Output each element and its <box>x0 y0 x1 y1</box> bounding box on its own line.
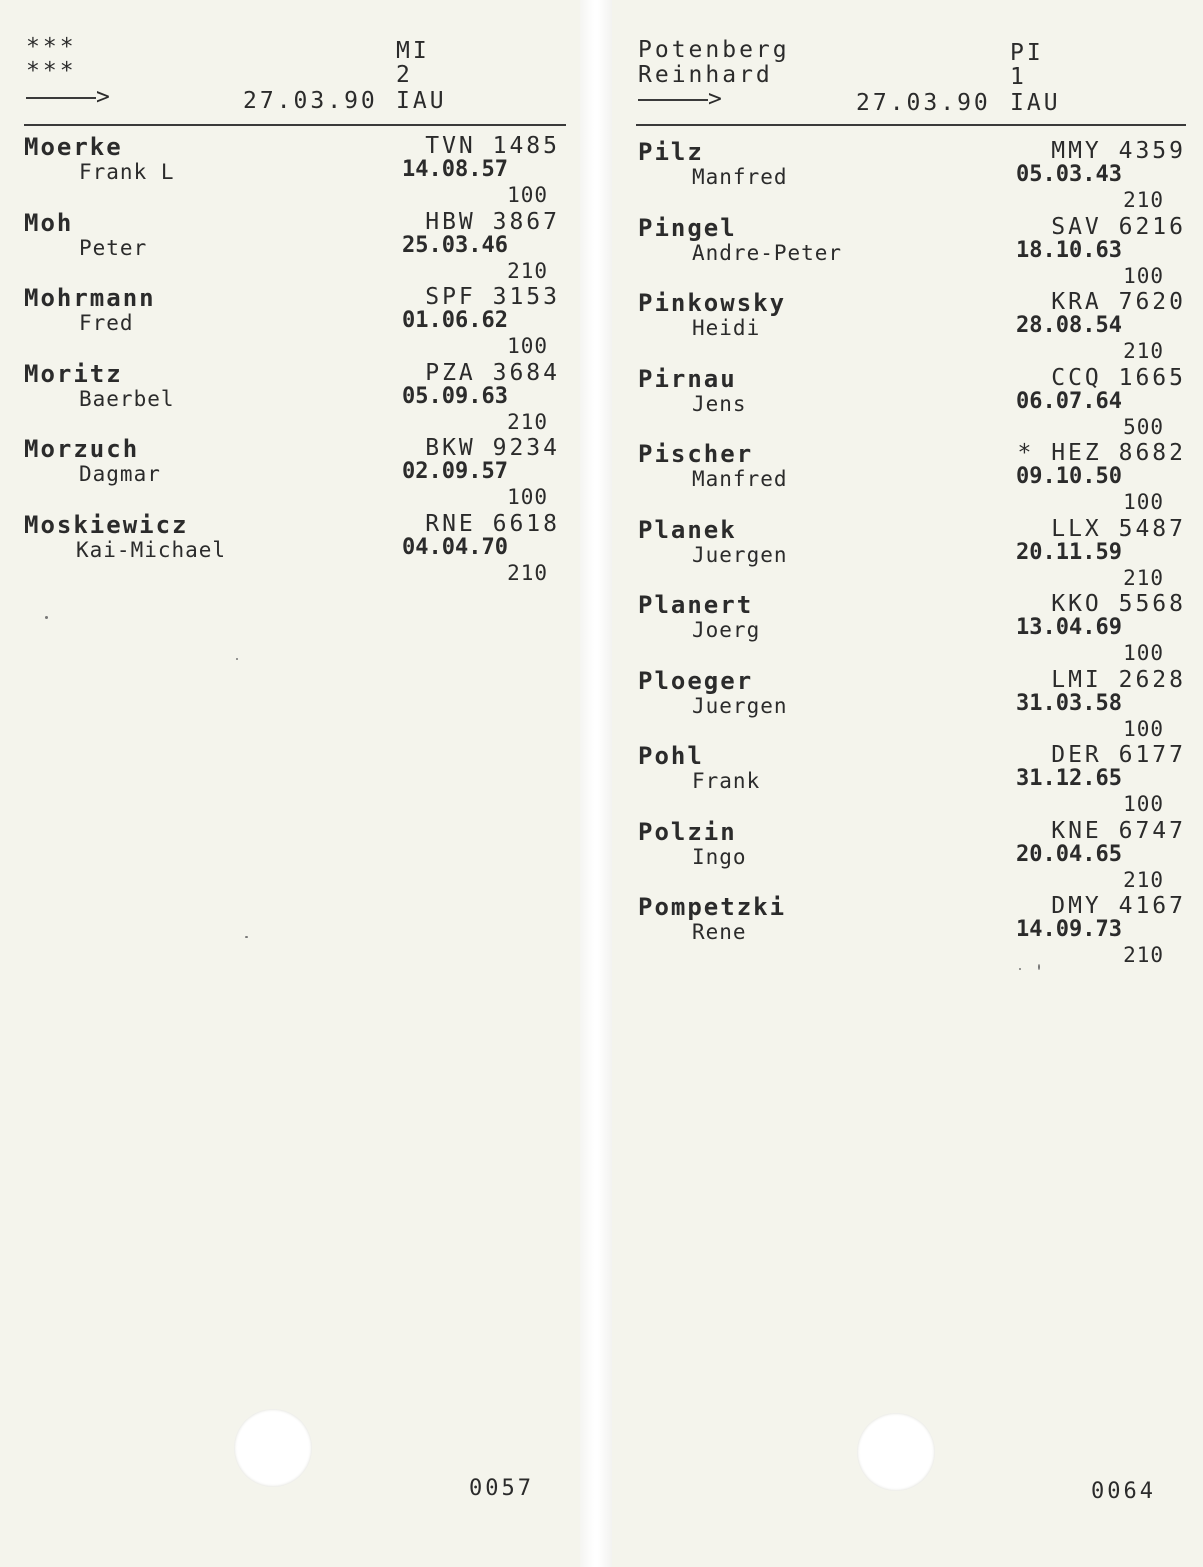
entry-given-name: Frank L <box>79 160 175 184</box>
entry-code: HBW 3867 <box>425 208 560 235</box>
entry-date: 09.10.50 <box>1016 464 1122 489</box>
entry-given-name: Peter <box>79 235 148 260</box>
header-code3: IAU <box>396 88 447 114</box>
header-code2: 1 <box>1010 64 1027 90</box>
list-item <box>638 364 1186 441</box>
entry-date: 05.03.43 <box>1016 162 1122 187</box>
index-card-right <box>612 0 1203 1567</box>
entry-number: 100 <box>507 485 548 509</box>
entry-surname: Planert <box>638 591 754 619</box>
entry-code: BKW 9234 <box>425 435 560 461</box>
arrow-head: > <box>96 84 110 110</box>
entry-surname: Polzin <box>638 817 737 846</box>
entry-code: KKO 5568 <box>1051 591 1186 617</box>
card-number: 0064 <box>1091 1479 1156 1504</box>
header-code1: MI <box>396 38 430 64</box>
entry-date: 25.03.46 <box>402 232 508 258</box>
entry-number: 210 <box>1123 867 1164 892</box>
arrow-shaft <box>26 97 96 99</box>
list-item <box>638 817 1186 894</box>
entry-date: 01.06.62 <box>402 308 508 333</box>
entry-code: TVN 1485 <box>425 133 560 159</box>
header-line2-left: Reinhard <box>638 62 773 88</box>
entry-surname: Pingel <box>638 213 737 242</box>
paper-speck <box>245 936 248 938</box>
entry-surname: Ploeger <box>638 666 754 695</box>
entry-number: 100 <box>1123 792 1164 816</box>
entry-number: 210 <box>1123 339 1164 363</box>
entry-code: CCQ 1665 <box>1051 364 1186 391</box>
entry-code: SPF 3153 <box>425 284 560 310</box>
card-number: 0057 <box>469 1476 534 1501</box>
entry-code: RNE 6618 <box>425 510 560 537</box>
entry-code: DMY 4167 <box>1051 893 1186 919</box>
entry-date: 13.04.69 <box>1016 615 1122 640</box>
list-item <box>24 133 564 209</box>
entry-number: 500 <box>1123 414 1164 439</box>
list-item <box>638 893 1186 969</box>
entry-given-name: Manfred <box>692 467 788 491</box>
entry-surname: Pilz <box>638 138 704 166</box>
entry-date: 20.11.59 <box>1016 539 1122 565</box>
header-divider <box>24 124 566 126</box>
header-arrow <box>26 84 110 110</box>
entry-code: KRA 7620 <box>1051 289 1186 315</box>
entry-code: * HEZ 8682 <box>1017 440 1186 466</box>
entry-given-name: Heidi <box>692 316 761 340</box>
header-code3: IAU <box>1010 90 1061 116</box>
entry-given-name: Kai-Michael <box>76 537 227 562</box>
list-item <box>638 138 1186 214</box>
entry-number: 100 <box>507 183 548 207</box>
header-date: 27.03.90 <box>243 88 378 114</box>
entry-date: 31.03.58 <box>1016 690 1122 716</box>
entry-list <box>24 133 564 586</box>
paper-speck <box>1038 964 1040 970</box>
list-item <box>638 440 1186 516</box>
header-line1-left: *** <box>26 34 77 60</box>
arrow-shaft <box>638 99 708 101</box>
entry-number: 210 <box>507 258 548 283</box>
entry-code: SAV 6216 <box>1051 213 1186 240</box>
header-code1: PI <box>1010 40 1044 66</box>
entry-given-name: Frank <box>692 769 761 793</box>
punch-hole <box>234 1409 312 1487</box>
entry-list <box>638 138 1186 969</box>
entry-given-name: Dagmar <box>79 462 161 486</box>
entry-surname: Moh <box>24 208 74 237</box>
entry-code: KNE 6747 <box>1051 817 1186 844</box>
entry-surname: Morzuch <box>24 435 140 463</box>
entry-surname: Pischer <box>638 440 754 468</box>
list-item <box>638 742 1186 818</box>
entry-code: MMY 4359 <box>1051 138 1186 164</box>
card-gap <box>578 0 614 1567</box>
entry-code: PZA 3684 <box>425 359 560 386</box>
entry-number: 100 <box>1123 716 1164 741</box>
entry-surname: Pompetzki <box>638 893 787 921</box>
entry-code: DER 6177 <box>1051 742 1186 768</box>
entry-number: 100 <box>1123 641 1164 665</box>
entry-number: 210 <box>507 409 548 434</box>
entry-date: 04.04.70 <box>402 534 508 560</box>
entry-surname: Moskiewicz <box>24 510 189 539</box>
entry-given-name: Rene <box>692 920 747 944</box>
entry-number: 100 <box>1123 490 1164 514</box>
entry-number: 210 <box>507 560 548 585</box>
entry-given-name: Jens <box>692 391 747 416</box>
entry-given-name: Fred <box>79 311 134 335</box>
paper-speck <box>236 658 238 660</box>
list-item <box>638 289 1186 365</box>
list-item <box>24 511 564 587</box>
list-item <box>638 213 1186 290</box>
punch-hole <box>857 1413 935 1491</box>
list-item <box>24 435 564 511</box>
entry-given-name: Ingo <box>692 844 747 869</box>
header-line2-left: *** <box>26 58 77 84</box>
paper-speck <box>1019 968 1021 970</box>
header-arrow <box>638 86 722 112</box>
entry-surname: Planek <box>638 515 737 544</box>
entry-given-name: Manfred <box>692 165 788 189</box>
arrow-head: > <box>708 86 722 112</box>
entry-surname: Moerke <box>24 133 123 161</box>
header-code2: 2 <box>396 62 413 88</box>
entry-number: 100 <box>507 334 548 358</box>
entry-date: 06.07.64 <box>1016 388 1122 414</box>
list-item <box>638 591 1186 667</box>
entry-number: 210 <box>1123 188 1164 212</box>
entry-surname: Pirnau <box>638 364 737 393</box>
entry-given-name: Juergen <box>692 693 788 718</box>
entry-number: 210 <box>1123 565 1164 590</box>
header-date: 27.03.90 <box>856 90 991 116</box>
entry-surname: Pohl <box>638 742 704 770</box>
entry-date: 20.04.65 <box>1016 841 1122 867</box>
entry-given-name: Baerbel <box>79 386 175 411</box>
header-line1-left: Potenberg <box>638 37 790 63</box>
index-card-left <box>0 0 580 1567</box>
entry-given-name: Joerg <box>692 618 761 642</box>
list-item <box>24 284 564 360</box>
list-item <box>638 515 1186 592</box>
entry-surname: Mohrmann <box>24 284 156 312</box>
entry-date: 31.12.65 <box>1016 766 1122 791</box>
entry-date: 02.09.57 <box>402 459 508 484</box>
entry-date: 14.09.73 <box>1016 917 1122 942</box>
entry-given-name: Andre-Peter <box>692 240 843 265</box>
list-item <box>638 666 1186 743</box>
entry-given-name: Juergen <box>692 542 788 567</box>
entry-date: 28.08.54 <box>1016 313 1122 338</box>
list-item <box>24 360 564 436</box>
entry-surname: Moritz <box>24 359 123 388</box>
header-divider <box>636 124 1186 126</box>
paper-speck <box>45 616 48 619</box>
entry-number: 100 <box>1123 263 1164 288</box>
entry-code: LLX 5487 <box>1051 515 1186 542</box>
entry-surname: Pinkowsky <box>638 289 787 317</box>
entry-number: 210 <box>1123 943 1164 967</box>
list-item <box>24 209 564 285</box>
entry-date: 05.09.63 <box>402 383 508 409</box>
entry-date: 18.10.63 <box>1016 237 1122 263</box>
entry-date: 14.08.57 <box>402 157 508 182</box>
entry-code: LMI 2628 <box>1051 666 1186 693</box>
